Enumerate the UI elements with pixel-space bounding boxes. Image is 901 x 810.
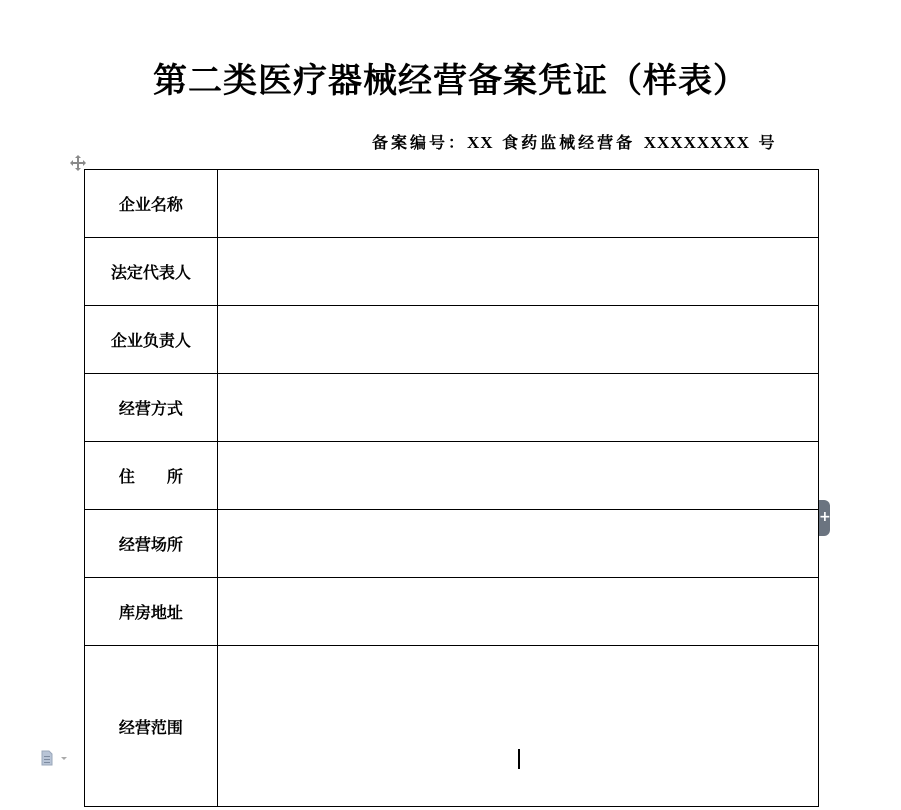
- plus-icon: +: [819, 509, 831, 525]
- field-business-scope[interactable]: [217, 646, 818, 807]
- field-domicile[interactable]: [217, 442, 818, 510]
- paste-options-icon: [41, 750, 71, 766]
- record-number-line: [372, 132, 778, 154]
- label-warehouse-address: 库房地址: [85, 578, 218, 646]
- field-company-name[interactable]: [217, 170, 818, 238]
- field-business-premises[interactable]: [217, 510, 818, 578]
- field-legal-representative[interactable]: [217, 238, 818, 306]
- table-row: [85, 306, 819, 374]
- field-business-mode[interactable]: [217, 374, 818, 442]
- table-row: [85, 442, 819, 510]
- record-number-prefix: 备案编号：: [372, 133, 468, 152]
- label-domicile: 住 所: [85, 442, 218, 510]
- label-person-in-charge: 企业负责人: [85, 306, 218, 374]
- table-row: [85, 646, 819, 807]
- text-cursor: [518, 749, 520, 769]
- table-row: [85, 374, 819, 442]
- label-business-mode: 经营方式: [85, 374, 218, 442]
- paste-options-button[interactable]: [41, 750, 71, 766]
- add-row-button[interactable]: [819, 500, 830, 536]
- table-row: [85, 510, 819, 578]
- number-placeholder: XXXXXXXX: [643, 133, 750, 152]
- table-row: [85, 170, 819, 238]
- record-number-middle: 食药监械经营备: [502, 133, 636, 152]
- record-form-table: [84, 169, 819, 807]
- field-person-in-charge[interactable]: [217, 306, 818, 374]
- label-business-premises: 经营场所: [85, 510, 218, 578]
- table-row: [85, 578, 819, 646]
- field-warehouse-address[interactable]: [217, 578, 818, 646]
- table-row: [85, 238, 819, 306]
- label-company-name: 企业名称: [85, 170, 218, 238]
- label-legal-representative: 法定代表人: [85, 238, 218, 306]
- label-business-scope: 经营范围: [85, 646, 218, 807]
- document-title: 第二类医疗器械经营备案凭证（样表）: [153, 61, 748, 101]
- record-number-suffix: 号: [758, 133, 778, 152]
- region-placeholder: XX: [467, 133, 494, 152]
